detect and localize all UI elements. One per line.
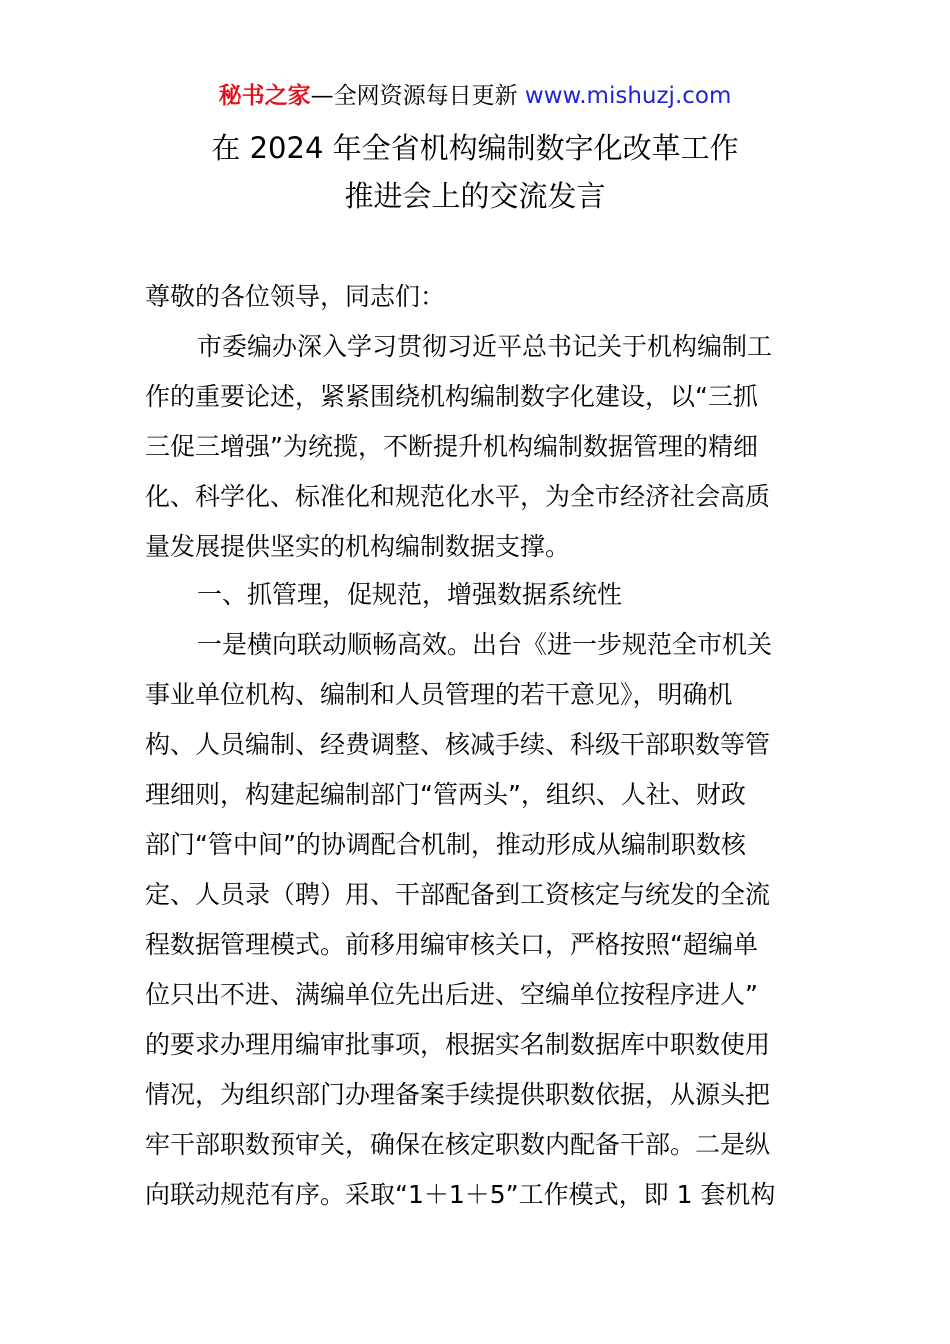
paragraph-line: 定、人员录（聘）用、干部配备到工资核定与统发的全流 — [145, 880, 771, 909]
paragraph-intro — [145, 322, 810, 572]
site-tagline: —全网资源每日更新 — [310, 83, 525, 109]
site-brand: 秘书之家 — [218, 83, 311, 109]
document-title-line-1: 在 2024 年全省机构编制数字化改革工作 — [211, 131, 739, 165]
paragraph-line: 部门“管中间”的协调配合机制，推动形成从编制职数核 — [145, 830, 746, 859]
paragraph-line: 的要求办理用编审批事项，根据实名制数据库中职数使用 — [145, 1030, 771, 1059]
paragraph-line: 作的重要论述，紧紧围绕机构编制数字化建设，以“三抓 — [145, 382, 758, 411]
section-heading — [145, 570, 810, 620]
paragraph-line: 理细则，构建起编制部门“管两头”，组织、人社、财政 — [145, 780, 746, 809]
paragraph-line: 三促三增强”为统揽，不断提升机构编制数据管理的精细 — [145, 432, 758, 461]
paragraph-line: 牢干部职数预审关，确保在核定职数内配备干部。二是纵 — [145, 1130, 771, 1159]
site-header — [0, 80, 950, 112]
paragraph-line: 一是横向联动顺畅高效。出台《进一步规范全市机关 — [197, 630, 773, 659]
paragraph-line: 位只出不进、满编单位先出后进、空编单位按程序进人” — [145, 980, 758, 1009]
paragraph-line: 事业单位机构、编制和人员管理的若干意见》，明确机 — [145, 680, 733, 709]
paragraph-section1 — [145, 620, 810, 1220]
paragraph-line: 构、人员编制、经费调整、核减手续、科级干部职数等管 — [145, 730, 771, 759]
paragraph-line: 量发展提供坚实的机构编制数据支撑。 — [145, 532, 571, 561]
paragraph-line: 化、科学化、标准化和规范化水平，为全市经济社会高质 — [145, 482, 771, 511]
document-title-line-2: 推进会上的交流发言 — [344, 179, 606, 213]
salutation: 尊敬的各位领导，同志们： — [145, 282, 446, 311]
paragraph-line: 情况，为组织部门办理备案手续提供职数依据，从源头把 — [145, 1080, 771, 1109]
site-url-link[interactable]: www.mishuzj.com — [524, 83, 732, 109]
paragraph-line: 市委编办深入学习贯彻习近平总书记关于机构编制工 — [197, 332, 773, 361]
section-heading-text: 一、抓管理，促规范，增强数据系统性 — [197, 580, 623, 609]
paragraph-line: 向联动规范有序。采取“1＋1＋5”工作模式，即 1 套机构 — [145, 1180, 776, 1209]
paragraph-line: 程数据管理模式。前移用编审核关口，严格按照“超编单 — [145, 930, 758, 959]
